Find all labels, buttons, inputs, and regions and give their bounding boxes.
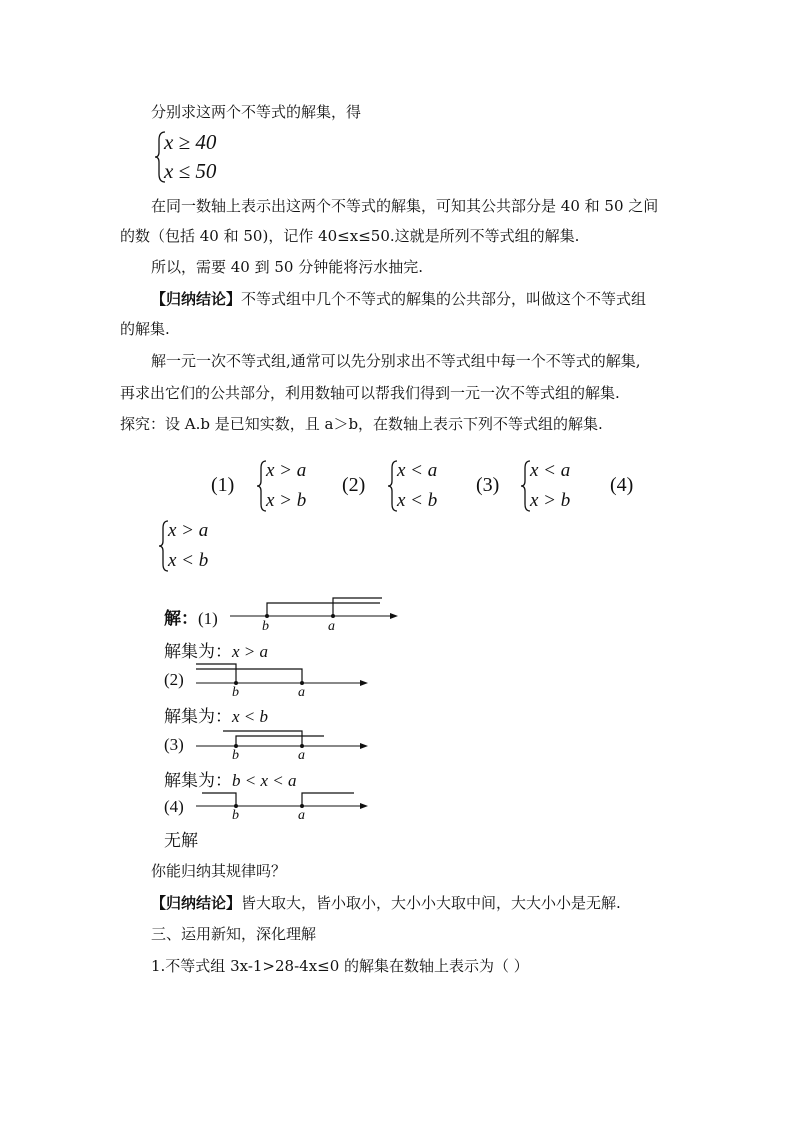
point-b-label: b: [232, 748, 239, 763]
answer-value: b < x < a: [232, 771, 297, 790]
system-label: (3): [476, 474, 500, 496]
intro-text: 分别求这两个不等式的解集，得: [151, 103, 362, 121]
solution-title: 解：: [164, 609, 198, 628]
inequality-line-1: x < a: [530, 460, 571, 481]
point-b-label: b: [232, 685, 239, 700]
solution-label: (3): [164, 735, 184, 754]
section-heading: 三、运用新知，深化理解: [151, 925, 317, 943]
number-line-3: [196, 724, 371, 764]
inequality-line-2: x ≤ 50: [164, 159, 217, 183]
conclusion-line: [151, 289, 646, 309]
conclusion-line: [151, 893, 621, 913]
inequality-line-1: x > a: [168, 520, 209, 541]
inequality-system-3: [520, 458, 590, 518]
paragraph-line: 解一元一次不等式组,通常可以先分别求出不等式组中每一个不等式的解集,: [151, 352, 641, 370]
conclusion-text: 不等式组中几个不等式的解集的公共部分，叫做这个不等式组: [241, 290, 647, 308]
inequality-line-2: x < b: [397, 490, 438, 511]
point-a-label: a: [298, 808, 305, 823]
answer-value: x > a: [232, 642, 269, 661]
number-line-4: [196, 784, 371, 824]
paragraph-line: 再求出它们的公共部分，利用数轴可以帮我们得到一元一次不等式组的解集.: [120, 384, 620, 402]
solution-header: [164, 604, 218, 629]
inequality-line-2: x < b: [168, 550, 209, 571]
number-line-2: [196, 660, 371, 700]
system-label: (2): [342, 474, 366, 496]
solution-label: (1): [198, 609, 218, 628]
conclusion-text: 皆大取大，皆小取小，大小小大取中间，大大小小是无解.: [241, 894, 621, 912]
no-solution-text: 无解: [164, 831, 198, 850]
point-a-label: a: [298, 748, 305, 763]
inequality-system-40-50: [153, 128, 253, 188]
inequality-system-2: [387, 458, 457, 518]
answer-prefix: 解集为：: [164, 642, 232, 661]
inequality-line-1: x < a: [397, 460, 438, 481]
inequality-line-1: x ≥ 40: [164, 130, 217, 154]
inequality-line-1: x > a: [266, 460, 307, 481]
paragraph-line: 的解集.: [120, 320, 170, 338]
answer-prefix: 解集为：: [164, 707, 232, 726]
system-label: (4): [610, 474, 634, 496]
answer-value: x < b: [232, 707, 269, 726]
question-line: 你能归纳其规律吗？: [151, 862, 287, 880]
point-b-label: b: [232, 808, 239, 823]
number-line-1: [230, 596, 400, 636]
conclusion-tag: 【归纳结论】: [151, 894, 242, 912]
inequality-system-1: [256, 458, 326, 518]
solution-label: (4): [164, 797, 184, 816]
conclusion-tag: 【归纳结论】: [151, 290, 242, 308]
solution-answer: [164, 637, 268, 662]
point-b-label: b: [262, 619, 269, 634]
paragraph-line: 在同一数轴上表示出这两个不等式的解集，可知其公共部分是 40 和 50 之间: [151, 197, 659, 215]
system-label: (1): [211, 474, 235, 496]
exercise-1: 1.不等式组 3x-1>28-4x≤0 的解集在数轴上表示为（ ）: [151, 957, 529, 975]
point-a-label: a: [328, 619, 335, 634]
inequality-line-2: x > b: [530, 490, 571, 511]
inequality-line-2: x > b: [266, 490, 307, 511]
explore-line: 探究：设 A.b 是已知实数，且 a＞b，在数轴上表示下列不等式组的解集.: [120, 415, 603, 433]
paragraph-line: 的数（包括 40 和 50)，记作 40≤x≤50.这就是所列不等式组的解集.: [120, 227, 580, 245]
answer-prefix: 解集为：: [164, 771, 232, 790]
point-a-label: a: [298, 685, 305, 700]
paragraph-line: 所以，需要 40 到 50 分钟能将污水抽完.: [151, 258, 424, 276]
inequality-system-4: [158, 518, 228, 578]
solution-label: (2): [164, 670, 184, 689]
